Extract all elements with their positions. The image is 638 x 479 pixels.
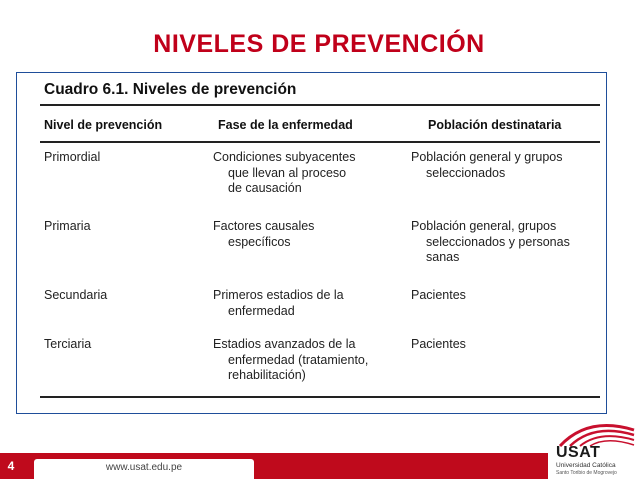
logo-subtitle: Universidad Católica xyxy=(556,462,616,469)
table-row-3-nivel: Secundaria xyxy=(44,288,108,302)
table-row-4-fase: Estadios avanzados de la enfermedad (tratamiento, rehabilitación) xyxy=(213,337,369,382)
table-row-4-poblacion: Pacientes xyxy=(411,337,466,351)
table-row-1-poblacion: Población general y grupos seleccionados xyxy=(411,150,563,180)
slide-title: NIVELES DE PREVENCIÓN xyxy=(153,30,485,58)
column-header-nivel: Nivel de prevención xyxy=(44,118,163,132)
column-header-poblacion: Población destinataria xyxy=(428,118,562,132)
logo-tagline: Santo Toribio de Mogrovejo xyxy=(556,470,617,476)
table-row-3-fase: Primeros estadios de la enfermedad xyxy=(213,288,344,318)
table-row-4-nivel: Terciaria xyxy=(44,337,92,351)
logo-name: USAT xyxy=(556,444,601,461)
table-row-3-poblacion: Pacientes xyxy=(411,288,466,302)
table-row-2-fase: Factores causales específicos xyxy=(213,219,315,249)
table-row-2-poblacion: Población general, grupos seleccionados y personas sanas xyxy=(411,219,570,264)
usat-logo xyxy=(548,418,638,479)
table-header-rule xyxy=(40,141,600,143)
table-caption: Cuadro 6.1. Niveles de prevención xyxy=(44,81,297,98)
footer-url[interactable]: www.usat.edu.pe xyxy=(34,459,254,479)
table-row-1-nivel: Primordial xyxy=(44,150,101,164)
column-header-fase: Fase de la enfermedad xyxy=(218,118,353,132)
table-row-1-fase: Condiciones subyacentes que llevan al proceso de causación xyxy=(213,150,356,195)
table-bottom-rule xyxy=(40,396,600,398)
table-top-rule xyxy=(40,104,600,106)
page-number: 4 xyxy=(7,459,15,473)
table-row-2-nivel: Primaria xyxy=(44,219,91,233)
